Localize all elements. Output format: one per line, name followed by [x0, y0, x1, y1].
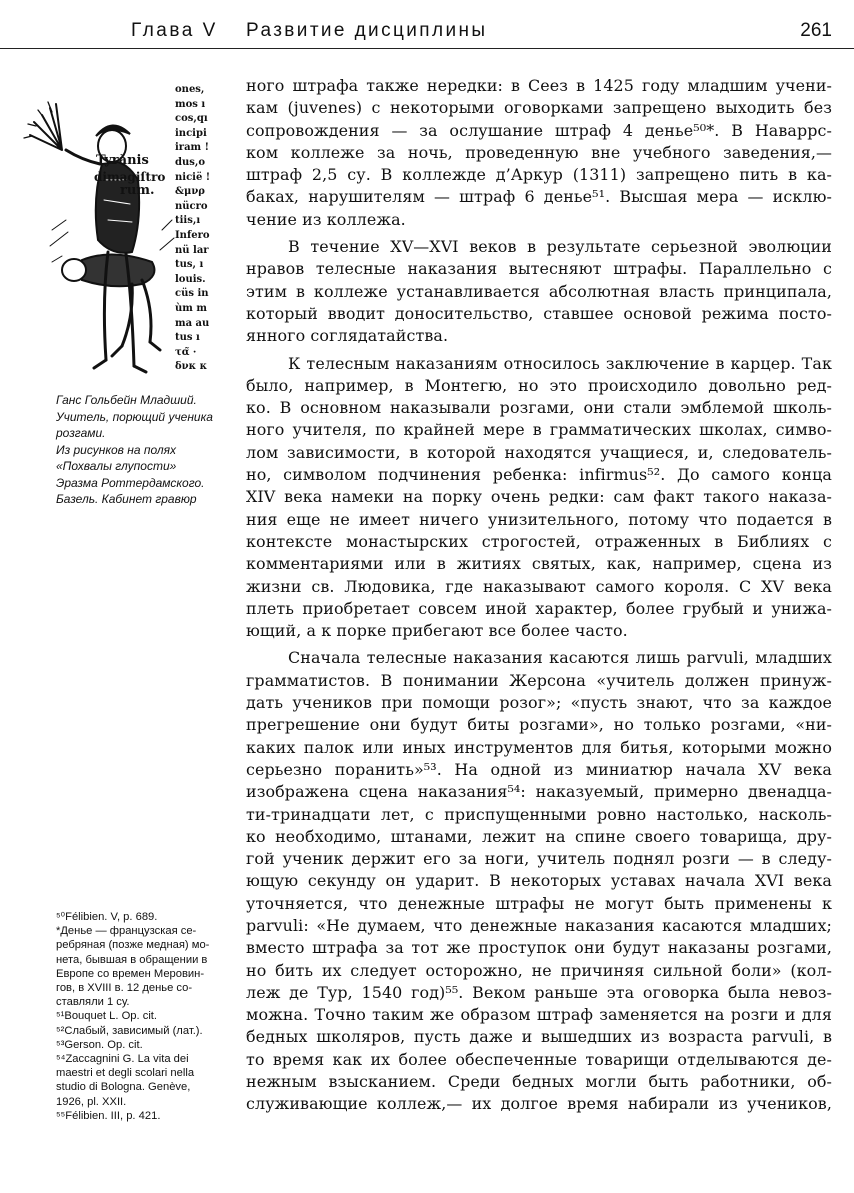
text-line: но бить их следует осторожно, не причиняя сильной боли» (кол- [246, 960, 832, 980]
text-line: янного соглядатайства. [246, 326, 449, 346]
footnote-line: *Денье — французская се- [56, 925, 197, 938]
fragment-line: nicië ! [175, 171, 211, 183]
margin-notes [56, 910, 241, 1123]
caption-line: Ганс Гольбейн Младший. [56, 393, 197, 407]
text-line: который вводит доносительство, ставшее основой режима посто- [246, 303, 832, 323]
fragment-line: δνκ κ [175, 361, 208, 373]
text-line: ком коллеже за ночь, проведенную вне учебного заведения,— [246, 142, 832, 162]
caption-line: «Похвалы глупости» [56, 459, 177, 473]
fragment-line: nü lar [175, 244, 209, 256]
paragraph-4 [246, 647, 832, 1115]
text-line: серьезно поранить»⁵³. На одной из миниатюр начала XV века [246, 759, 832, 779]
woodcut-drawing [22, 80, 182, 392]
footnote-line: ⁵⁰Félibien. V, p. 689. [56, 911, 158, 923]
text-line: parvuli: «Не думаем, что денежные наказания касаются младших; [246, 915, 832, 935]
text-line: ющий, а к порке прибегают все более часто. [246, 621, 628, 641]
main-text [246, 75, 832, 1116]
text-line: ющую секунду он ударит. В некоторых уставах начала XVI века [246, 871, 832, 891]
text-line: этим в коллеже устанавливается абсолютная власть принципала, [246, 281, 832, 301]
fragment-line: τα̃ · [175, 346, 197, 358]
running-header [0, 16, 854, 46]
fragment-line: louis. [175, 273, 206, 285]
text-line: ного штрафа также нередки: в Сеез в 1425 году младшим учени- [246, 76, 832, 95]
woodcut-illustration [22, 80, 227, 392]
text-line: Сначала телесные наказания касаются лишь parvuli, младших [288, 648, 832, 668]
footnote-line: 1926, pl. XXII. [56, 1095, 127, 1108]
rum-label: rum. [120, 183, 155, 198]
footnote-line: Европе со времен Меровин- [56, 967, 205, 980]
footnote-line: ребряная (позже медная) мо- [56, 939, 210, 952]
text-line: бедных школяров, пусть даже и вышедших из возраста parvuli, в [246, 1027, 832, 1047]
fragment-line: tus ı [175, 332, 200, 344]
fragment-line: cüs in [175, 288, 209, 300]
text-line: каких палок или иных инструментов для битья, которыми можно [246, 737, 832, 757]
text-line: дать учеников при помощи розог»; «пусть знают, что за каждое [246, 693, 832, 713]
text-line: вместо штрафа за тот же проступок они будут наказаны розгами, [246, 938, 832, 958]
text-line: В течение XV—XVI веков в результате серьезной эволюции [288, 237, 832, 257]
fragment-line: tiis,ı [175, 215, 201, 227]
fragment-line: ùm m [175, 302, 207, 314]
text-line: кам (juvenes) с некоторыми оговорками запрещено выходить без [246, 98, 832, 118]
text-line: комментариями или в житиях святых, как, например, сцена из [246, 554, 832, 574]
fragment-line: Infero [175, 229, 210, 241]
text-line: гой ученик держит его за ноги, учитель поднял розги — в следу- [246, 849, 832, 869]
paragraph-1 [246, 75, 832, 231]
fragment-line: iram ! [175, 142, 209, 154]
footnote-line: maestri et degli scolari nella [56, 1067, 195, 1080]
text-line: контексте монастырских строгостей, отраженных в Библиях с [246, 531, 832, 551]
caption-line: Эразма Роттердамского. [56, 475, 205, 490]
header-rule [0, 48, 854, 49]
text-line: ного учителя, по крайней мере в грамматических школах, симво- [246, 420, 832, 440]
text-line: сопровождения — за ослушание штраф 4 денье⁵⁰*. В Наваррс- [246, 120, 832, 140]
footnote-line: ставляли 1 су. [56, 996, 130, 1009]
fragment-line: ones, [175, 84, 205, 95]
caption-line: Базель. Кабинет гравюр [56, 492, 197, 506]
fragment-line: tus, ı [175, 259, 204, 271]
fragment-line: &μνρ [175, 186, 205, 198]
text-line: леж де Тур, 1540 год)⁵⁵. Веком раньше эта оговорка была невоз- [246, 982, 832, 1002]
text-line: можна. Точно таким же образом штраф заменяется на розги и для [246, 1005, 832, 1025]
tyrannis-label: Tyrănis [96, 153, 149, 168]
footnote-line: ⁵⁵Félibien. III, p. 421. [56, 1109, 161, 1122]
text-line: ко необходимо, штанами, лежит на спине своего товарища, дру- [246, 826, 832, 846]
text-line: штраф 2,5 су. В коллежде д’Аркур (1311) запрещено пить в ка- [246, 165, 832, 185]
text-line: но, символом подчинения ребенка: infirmus⁵². До самого конца [246, 465, 832, 485]
magistro-label: dimagiſtro [94, 170, 166, 184]
text-line: уточняется, что денежные штрафы не могут быть применены к [246, 893, 832, 913]
text-line: служивающие коллеж,— их долгое время набирали из учеников, [246, 1094, 832, 1114]
text-line: было, например, в Монтегю, но это происходило довольно ред- [246, 375, 832, 395]
footnote-line: ⁵²Слабый, зависимый (лат.). [56, 1024, 203, 1037]
figure-caption [56, 392, 226, 508]
text-line: нравов телесные наказания вытесняют штрафы. Параллельно с [246, 259, 832, 279]
text-line: ния еще не имеет ничего унизительного, потому что подается в [246, 509, 832, 529]
text-line: чение из коллежа. [246, 209, 406, 229]
text-line: нежным взысканием. Среди бедных могли быть работники, об- [246, 1072, 832, 1092]
fragment-line: nücro [175, 200, 208, 212]
chapter-label: Глава V [131, 20, 218, 41]
fragment-line: dus,o [175, 156, 206, 168]
text-line: жизни св. Людовика, где наказывают самого короля. С XV века [246, 576, 832, 596]
fragment-line: ma au [175, 317, 210, 329]
printed-text-fragment [175, 83, 233, 375]
text-line: грамматистов. В понимании Жерсона «учитель должен принуж- [246, 670, 832, 690]
text-line: ти-тринадцати лет, с приспущенными ровно настолько, насколь- [246, 804, 832, 824]
chapter-title: Развитие дисциплины [246, 20, 488, 41]
caption-line: розгами. [56, 426, 106, 440]
text-line: баках, нарушителям — штраф 6 денье⁵¹. Высшая мера — исклю- [246, 187, 832, 207]
page-number: 261 [800, 20, 832, 41]
text-line: изображена сцена наказания⁵⁴: наказуемый, примерно двенадца- [246, 782, 832, 802]
text-line: лом зависимости, в которой находятся учащиеся, и, следователь- [246, 442, 832, 462]
paragraph-2 [246, 236, 832, 347]
fragment-line: incipi [175, 127, 207, 139]
footnote-line: нета, бывшая в обращении в [56, 953, 208, 966]
paragraph-3 [246, 353, 832, 643]
fragment-line: cos,qı [175, 113, 208, 125]
footnote-line: ⁵³Gerson. Op. cit. [56, 1038, 143, 1051]
fragment-line: mos ı [175, 98, 206, 110]
text-line: К телесным наказаниям относилось заключение в карцер. Так [288, 353, 832, 373]
footnote-line: ⁵⁴Zaccagnini G. La vita dei [56, 1053, 189, 1066]
caption-line: Учитель, порющий ученика [56, 409, 213, 424]
text-line: то время как их более обеспеченные товарищи отделываются де- [246, 1049, 832, 1069]
footnote-line: studio di Bologna. Genève, [56, 1081, 191, 1094]
text-line: XIV века намеки на порку очень редки: сам факт такого наказа- [246, 487, 832, 507]
footnote-line: ⁵¹Bouquet L. Op. cit. [56, 1010, 158, 1023]
text-line: плеть приобретает совсем иной характер, более грубый и унижа- [246, 598, 832, 618]
text-line: прегрешение они будут биты розгами», но только розгами, «ни- [246, 715, 832, 735]
caption-line: Из рисунков на полях [56, 442, 177, 457]
footnote-line: гов, в XVIII в. 12 денье со- [56, 982, 193, 995]
text-line: ко. В основном наказывали розгами, они стали эмблемой школь- [246, 398, 832, 418]
